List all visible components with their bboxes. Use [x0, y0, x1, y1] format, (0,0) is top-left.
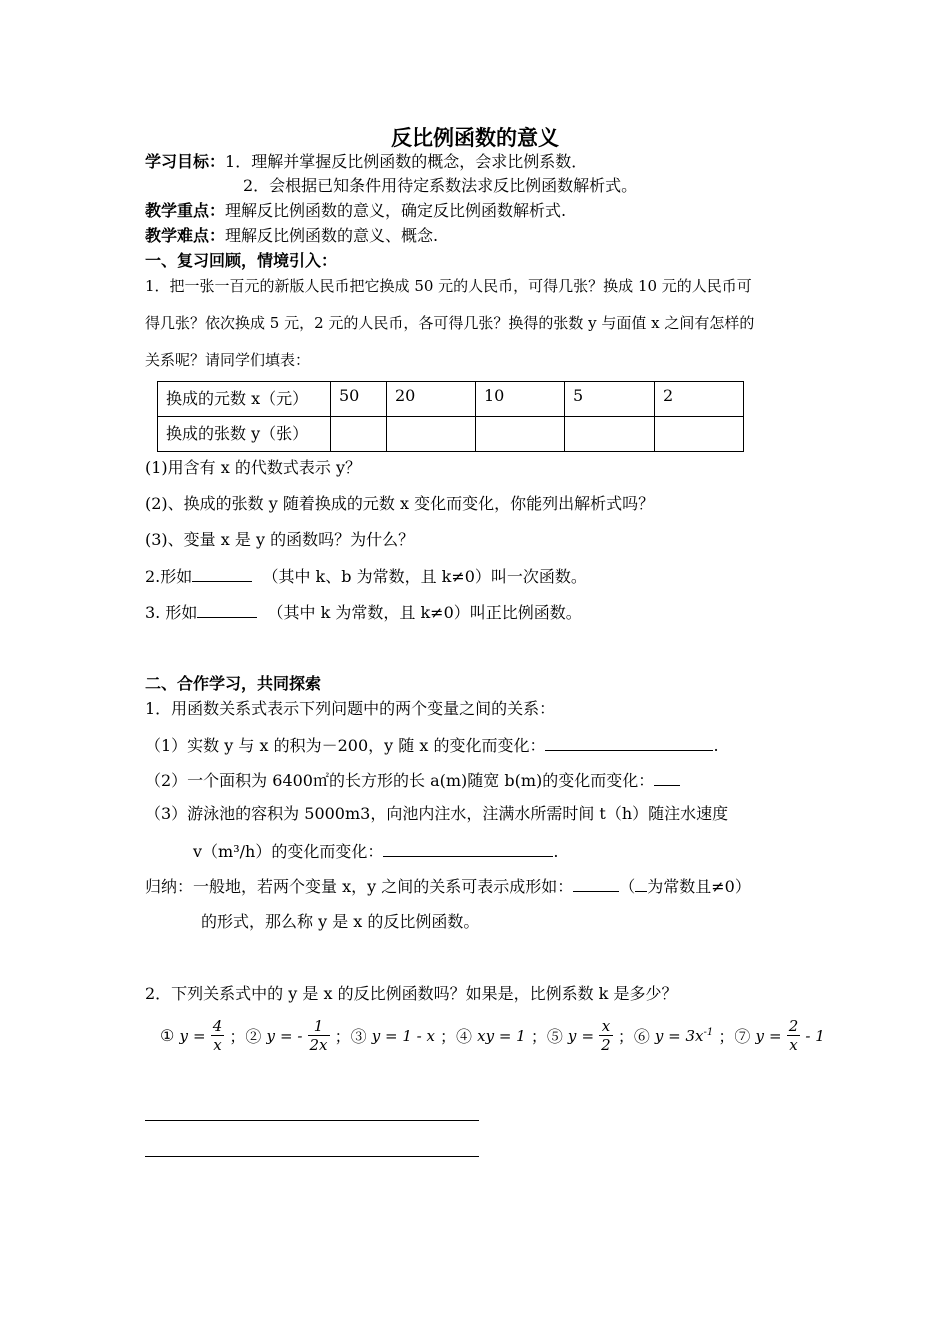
summary-suffix: 为常数且≠0） [647, 877, 751, 896]
formula-eq-minus: = - [280, 1026, 303, 1045]
table-empty-cell [655, 417, 744, 452]
problem-line-3: 关系呢？请同学们填表： [145, 351, 311, 369]
problem-p2 [145, 769, 680, 792]
table-cell: 20 [387, 382, 476, 417]
denominator: 2x [309, 1036, 328, 1054]
section2-heading: 二、合作学习，共同探索 [145, 674, 322, 693]
table-empty-cell [565, 417, 655, 452]
formula-y: y [266, 1026, 275, 1045]
answer-blank[interactable] [383, 840, 553, 857]
table-cell: 5 [565, 382, 655, 417]
formula-6-base: y = 3x [654, 1026, 704, 1045]
option-2-marker: ；② [229, 1027, 262, 1046]
key-point-line [145, 200, 566, 222]
table-empty-cell [387, 417, 476, 452]
table-header-x: 换成的元数 x（元） [158, 382, 331, 417]
formula-eq: = [193, 1026, 206, 1045]
problem-p1 [145, 734, 719, 757]
summary-line-1 [145, 875, 751, 898]
fraction-2-over-x [787, 1017, 801, 1054]
answer-line[interactable] [145, 1156, 479, 1157]
answer-blank[interactable] [573, 875, 619, 892]
denominator: x [787, 1035, 801, 1054]
denominator: x [211, 1035, 225, 1054]
fraction-4-over-x [211, 1017, 225, 1054]
problem-p1-end: . [713, 736, 719, 755]
table-row [158, 417, 744, 452]
question-3: (3)、变量 x 是 y 的函数吗？为什么？ [145, 530, 415, 549]
problem-line-2: 得几张？依次换成 5 元，2 元的人民币，各可得几张？换得的张数 y 与面值 x 之间有怎样的 [145, 314, 755, 332]
numerator: x [601, 1017, 611, 1035]
key-point-text: 理解反比例函数的意义，确定反比例函数解析式. [225, 201, 567, 220]
difficulty-line [145, 225, 438, 247]
question-1: (1)用含有 x 的代数式表示 y？ [145, 458, 361, 477]
page-title: 反比例函数的意义 [391, 126, 559, 150]
problem-p2-text: （2）一个面积为 6400㎡的长方形的长 a(m)随宽 b(m)的变化而变化： [145, 771, 655, 790]
table-cell: 10 [476, 382, 565, 417]
answer-blank[interactable] [635, 875, 647, 892]
question-2: (2)、换成的张数 y 随着换成的元数 x 变化而变化，你能列出解析式吗？ [145, 494, 655, 513]
option-3-marker: ；③ [334, 1027, 367, 1046]
formula-4: xy = 1 [477, 1026, 526, 1045]
numerator: 4 [212, 1017, 223, 1035]
formula-6 [655, 1027, 713, 1045]
table-cell: 2 [655, 382, 744, 417]
difficulty-text: 理解反比例函数的意义、概念. [225, 226, 439, 245]
objective-1: 1．理解并掌握反比例函数的概念，会求比例系数． [225, 152, 588, 171]
question-4-prefix: 2.形如 [145, 567, 193, 586]
denominator: 2 [601, 1036, 611, 1054]
formula-3: y = 1 - x [371, 1026, 435, 1045]
question-5-prefix: 3. 形如 [145, 603, 198, 622]
answer-blank[interactable] [545, 734, 713, 751]
problem-p3-text: v（m³/h）的变化而变化： [193, 842, 384, 861]
problem-p1-text: （1）实数 y 与 x 的积为－200，y 随 x 的变化而变化： [145, 736, 546, 755]
numerator: 1 [313, 1017, 324, 1035]
formula-y: y [755, 1026, 764, 1045]
key-point-label: 教学重点： [145, 201, 226, 220]
option-1-marker: ① [160, 1026, 175, 1045]
formula-y: y [567, 1026, 577, 1045]
question-4 [145, 565, 587, 588]
objective-2: 2．会根据已知条件用待定系数法求反比例函数解析式。 [243, 176, 638, 195]
table-cell: 50 [331, 382, 387, 417]
table-header-y: 换成的张数 y（张） [158, 417, 331, 452]
table-row [158, 382, 744, 417]
numerator: 2 [788, 1017, 799, 1035]
answer-blank[interactable] [192, 565, 252, 582]
section2-intro: 1．用函数关系式表示下列问题中的两个变量之间的关系： [145, 699, 556, 718]
formula-6-exponent: -1 [703, 1026, 714, 1038]
summary-mid: （ [619, 877, 636, 896]
problem-p3-line-1: （3）游泳池的容积为 5000m3，向池内注水，注满水所需时间 t（h）随注水速度 [145, 804, 729, 823]
summary-prefix: 归纳：一般地，若两个变量 x，y 之间的关系可表示成形如： [145, 877, 574, 896]
difficulty-label: 教学难点： [145, 226, 226, 245]
table-empty-cell [331, 417, 387, 452]
fraction-1-over-2x [308, 1017, 330, 1054]
option-5-marker: ；⑤ [530, 1027, 563, 1046]
objectives-label: 学习目标： [145, 152, 226, 171]
question-5 [145, 601, 582, 624]
table-empty-cell [476, 417, 565, 452]
problem-line-1: 1．把一张一百元的新版人民币把它换成 50 元的人民币，可得几张？换成 10 元的人民币可 [145, 277, 752, 295]
objectives-line-1 [145, 151, 587, 173]
formula-options [160, 1017, 840, 1071]
answer-line[interactable] [145, 1120, 479, 1121]
problem-p3-end: . [553, 842, 559, 861]
problem-p3-line-2 [193, 840, 558, 863]
option-4-marker: ；④ [440, 1027, 473, 1046]
section1-heading: 一、复习回顾，情境引入： [145, 251, 338, 270]
answer-blank[interactable] [197, 601, 257, 618]
summary-line-2: 的形式，那么称 y 是 x 的反比例函数。 [201, 912, 480, 931]
exchange-table [157, 381, 744, 452]
question-4-suffix: （其中 k、b 为常数，且 k≠0）叫一次函数。 [262, 567, 587, 586]
fraction-x-over-2 [599, 1017, 613, 1054]
formula-y: y [179, 1026, 188, 1045]
formula-7-tail: - 1 [805, 1026, 825, 1045]
question-5-suffix: （其中 k 为常数，且 k≠0）叫正比例函数。 [267, 603, 582, 622]
formula-eq: = [769, 1026, 782, 1045]
answer-blank[interactable] [654, 769, 680, 786]
formula-eq: = [581, 1026, 595, 1045]
option-6-marker: ；⑥ [617, 1027, 650, 1046]
option-7-marker: ；⑦ [718, 1027, 751, 1046]
question-2-prompt: 2．下列关系式中的 y 是 x 的反比例函数吗？如果是，比例系数 k 是多少？ [145, 984, 678, 1003]
